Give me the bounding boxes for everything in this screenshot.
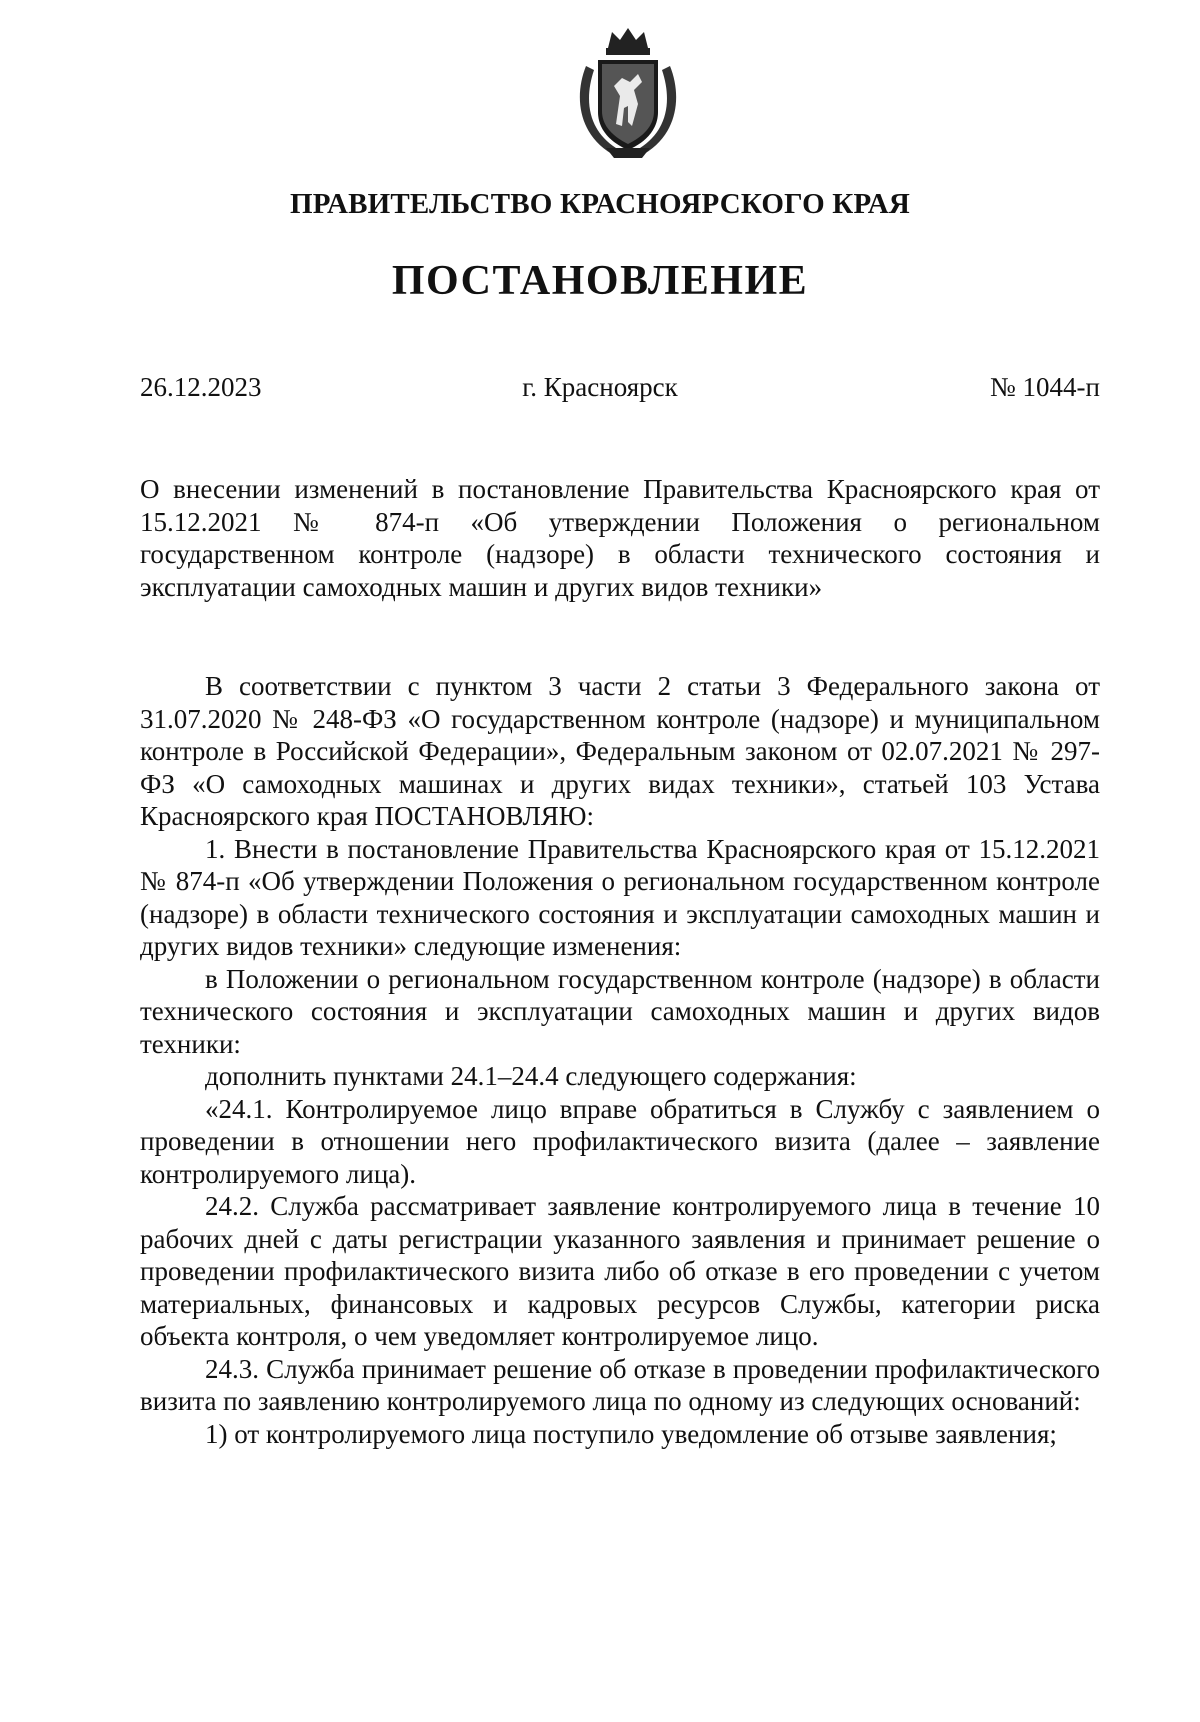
document-number: № 1044-п bbox=[990, 372, 1100, 402]
body-paragraph: в Положении о региональном государственном контроле (надзоре) в области технического состояния и эксплуатации самоходных машин и других видов техники: bbox=[140, 963, 1100, 1059]
document-city: г. Красноярск bbox=[522, 372, 678, 402]
body-paragraph: «24.1. Контролируемое лицо вправе обратиться в Службу с заявлением о проведении в отношении него профилактического визита (далее – заявление контролируемого лица). bbox=[140, 1093, 1100, 1189]
body-paragraph: В соответствии с пунктом 3 части 2 статьи 3 Федерального закона от 31.07.2020 № 248-ФЗ «О государственном контроле (надзоре) и муниципальном контроле в Российской Федерации», Федеральным законом от 02.07.2021 № 297-ФЗ «О самоходных машинах и других видах техники», статьей 103 Устава Красноярского края ПОСТАНОВЛЯЮ: bbox=[140, 671, 1100, 831]
body-paragraph: дополнить пунктами 24.1–24.4 следующего содержания: bbox=[205, 1061, 857, 1091]
body-paragraph: 1. Внести в постановление Правительства Красноярского края от 15.12.2021 № 874-п «Об утверждении Положения о региональном государственном контроле (надзоре) в области технического состояния и эксплуатации самоходных машин и других видов техники» следующие изменения: bbox=[140, 833, 1100, 961]
document-subject: О внесении изменений в постановление Правительства Красноярского края от 15.12.2021 № 874-п «Об утверждении Положения о региональном государственном контроле (надзоре) в области технического состояния и эксплуатации самоходных машин и других видов техники» bbox=[140, 474, 1100, 602]
coat-of-arms-icon bbox=[572, 26, 684, 160]
document-type-heading: ПОСТАНОВЛЕНИЕ bbox=[391, 258, 809, 304]
document-date: 26.12.2023 bbox=[140, 372, 262, 402]
body-paragraph: 24.2. Служба рассматривает заявление контролируемого лица в течение 10 рабочих дней с даты регистрации указанного заявления и принимает решение о проведении профилактического визита либо об отказе в его проведении с учетом материальных, финансовых и кадровых ресурсов Службы, категории риска объекта контроля, о чем уведомляет контролируемое лицо. bbox=[140, 1191, 1100, 1351]
body-paragraph: 24.3. Служба принимает решение об отказе в проведении профилактического визита по заявлению контролируемого лица по одному из следующих оснований: bbox=[140, 1353, 1100, 1416]
body-paragraph: 1) от контролируемого лица поступило уведомление об отзыве заявления; bbox=[205, 1418, 1057, 1449]
document-body bbox=[140, 670, 1100, 1450]
organization-title: ПРАВИТЕЛЬСТВО КРАСНОЯРСКОГО КРАЯ bbox=[289, 188, 911, 220]
